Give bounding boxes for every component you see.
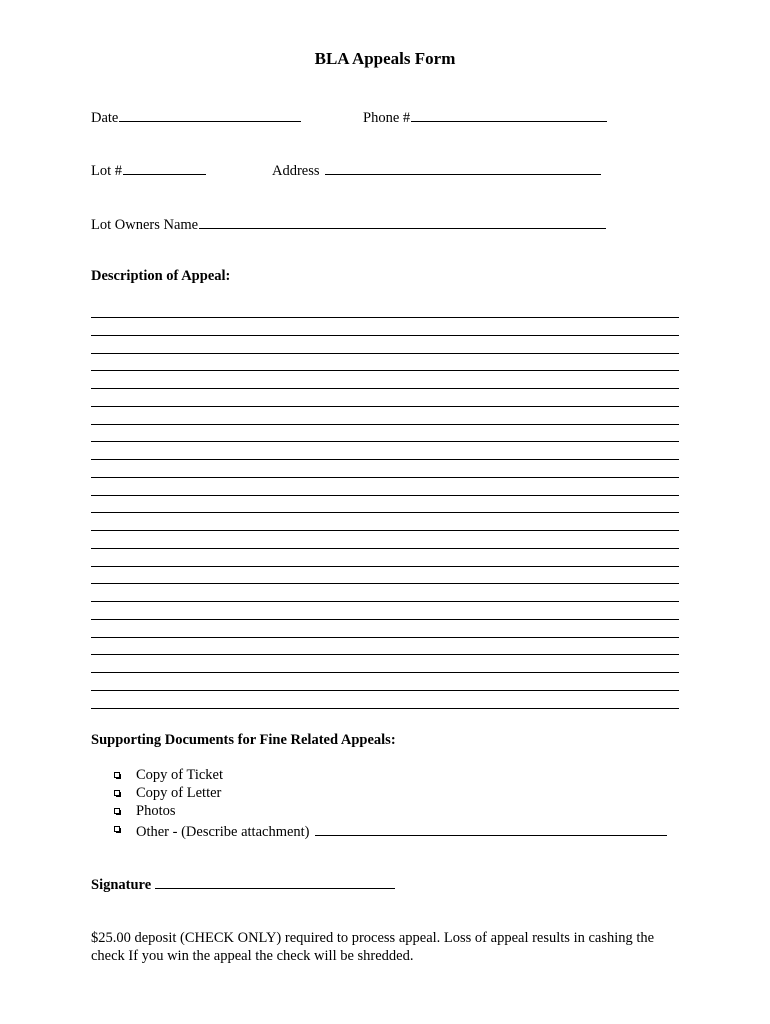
description-ruled-line[interactable]	[91, 601, 679, 602]
owner-label: Lot Owners Name	[91, 217, 199, 233]
checkbox-copy-of-letter[interactable]	[114, 790, 120, 796]
description-ruled-line[interactable]	[91, 317, 679, 318]
description-heading: Description of Appeal:	[91, 268, 231, 284]
description-ruled-line[interactable]	[91, 708, 679, 709]
description-ruled-line[interactable]	[91, 477, 679, 478]
date-field[interactable]	[91, 108, 301, 126]
address-input-line[interactable]	[325, 161, 601, 175]
description-ruled-line[interactable]	[91, 530, 679, 531]
description-ruled-line[interactable]	[91, 353, 679, 354]
checkbox-copy-of-ticket[interactable]	[114, 772, 120, 778]
form-title: BLA Appeals Form	[314, 49, 456, 68]
description-ruled-line[interactable]	[91, 654, 679, 655]
other-describe-input-line[interactable]	[315, 822, 667, 836]
checkbox-photos[interactable]	[114, 808, 120, 814]
description-ruled-line[interactable]	[91, 388, 679, 389]
deposit-note: $25.00 deposit (CHECK ONLY) required to process appeal. Loss of appeal results in cashing the check If you win the appeal the check will be shredded.	[91, 930, 655, 964]
address-field[interactable]	[272, 161, 601, 179]
description-ruled-line[interactable]	[91, 548, 679, 549]
phone-field[interactable]	[363, 108, 607, 126]
description-ruled-line[interactable]	[91, 672, 679, 673]
description-ruled-line[interactable]	[91, 619, 679, 620]
signature-field[interactable]	[91, 875, 395, 893]
signature-label: Signature	[91, 877, 152, 893]
document-item-label: Other - (Describe attachment)	[136, 824, 310, 840]
description-ruled-line[interactable]	[91, 424, 679, 425]
description-ruled-line[interactable]	[91, 512, 679, 513]
description-ruled-line[interactable]	[91, 370, 679, 371]
lot-label: Lot #	[91, 163, 123, 179]
document-item-label: Photos	[136, 803, 176, 819]
owner-field[interactable]	[91, 215, 606, 233]
description-ruled-line[interactable]	[91, 637, 679, 638]
other-document-field[interactable]	[136, 822, 667, 840]
date-label: Date	[91, 110, 119, 126]
lot-field[interactable]	[91, 161, 206, 179]
date-input-line[interactable]	[119, 108, 301, 122]
lot-input-line[interactable]	[123, 161, 206, 175]
description-ruled-line[interactable]	[91, 459, 679, 460]
description-ruled-line[interactable]	[91, 406, 679, 407]
description-ruled-line[interactable]	[91, 335, 679, 336]
description-ruled-line[interactable]	[91, 495, 679, 496]
document-item-label: Copy of Letter	[136, 785, 222, 801]
document-item-label: Copy of Ticket	[136, 767, 224, 783]
description-ruled-line[interactable]	[91, 690, 679, 691]
address-label: Address	[272, 163, 320, 179]
description-ruled-line[interactable]	[91, 583, 679, 584]
owner-input-line[interactable]	[199, 215, 606, 229]
checkbox-other[interactable]	[114, 826, 120, 832]
supporting-documents-heading: Supporting Documents for Fine Related Appeals:	[91, 732, 396, 748]
phone-input-line[interactable]	[411, 108, 607, 122]
phone-label: Phone #	[363, 110, 411, 126]
signature-input-line[interactable]	[155, 875, 395, 889]
description-ruled-line[interactable]	[91, 566, 679, 567]
description-ruled-line[interactable]	[91, 441, 679, 442]
